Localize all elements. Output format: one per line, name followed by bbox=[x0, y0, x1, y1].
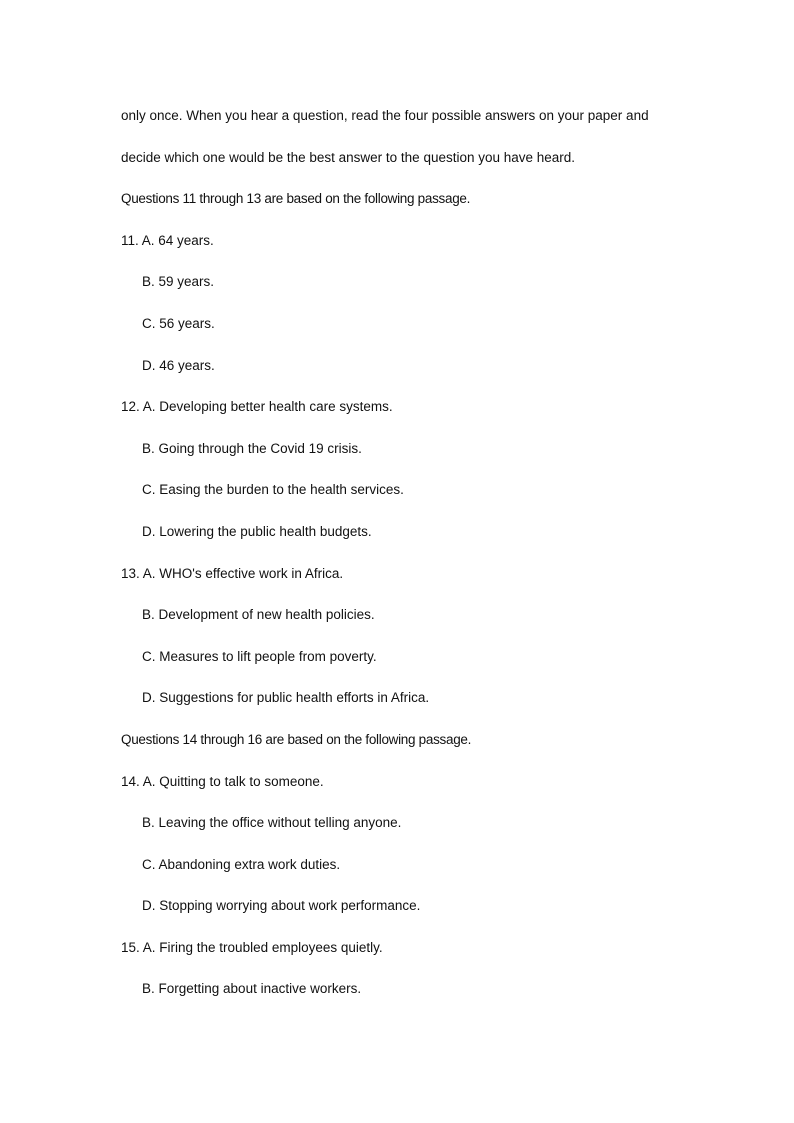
question-13-option-a: 13. A. WHO's effective work in Africa. bbox=[121, 565, 344, 581]
question-12-option-d: D. Lowering the public health budgets. bbox=[142, 523, 372, 539]
question-15-option-a: 15. A. Firing the troubled employees quietly. bbox=[121, 939, 383, 955]
question-14-option-d: D. Stopping worrying about work performance. bbox=[142, 898, 421, 914]
question-14-option-c: C. Abandoning extra work duties. bbox=[142, 856, 341, 872]
question-11-option-c: C. 56 years. bbox=[142, 315, 215, 331]
question-13-option-c: C. Measures to lift people from poverty. bbox=[142, 648, 377, 664]
section-heading-14-16: Questions 14 through 16 are based on the following passage. bbox=[121, 731, 472, 747]
page-content bbox=[121, 106, 721, 1021]
question-14-option-a: 14. A. Quitting to talk to someone. bbox=[121, 773, 324, 789]
question-11-option-a: 11. A. 64 years. bbox=[121, 232, 214, 248]
question-11-option-d: D. 46 years. bbox=[142, 357, 215, 373]
question-15-option-b: B. Forgetting about inactive workers. bbox=[142, 981, 362, 997]
question-13-option-d: D. Suggestions for public health efforts in Africa. bbox=[142, 690, 430, 706]
section-heading-11-13: Questions 11 through 13 are based on the following passage. bbox=[121, 191, 471, 207]
question-13-option-b: B. Development of new health policies. bbox=[142, 607, 375, 623]
intro-line-2: decide which one would be the best answer to the question you have heard. bbox=[121, 149, 576, 165]
question-11-option-b: B. 59 years. bbox=[142, 274, 215, 290]
question-14-option-b: B. Leaving the office without telling anyone. bbox=[142, 815, 402, 831]
intro-line-1: only once. When you hear a question, read the four possible answers on your paper and bbox=[121, 108, 649, 123]
question-12-option-b: B. Going through the Covid 19 crisis. bbox=[142, 440, 362, 456]
question-12-option-c: C. Easing the burden to the health services. bbox=[142, 482, 404, 498]
question-12-option-a: 12. A. Developing better health care systems. bbox=[121, 399, 393, 415]
